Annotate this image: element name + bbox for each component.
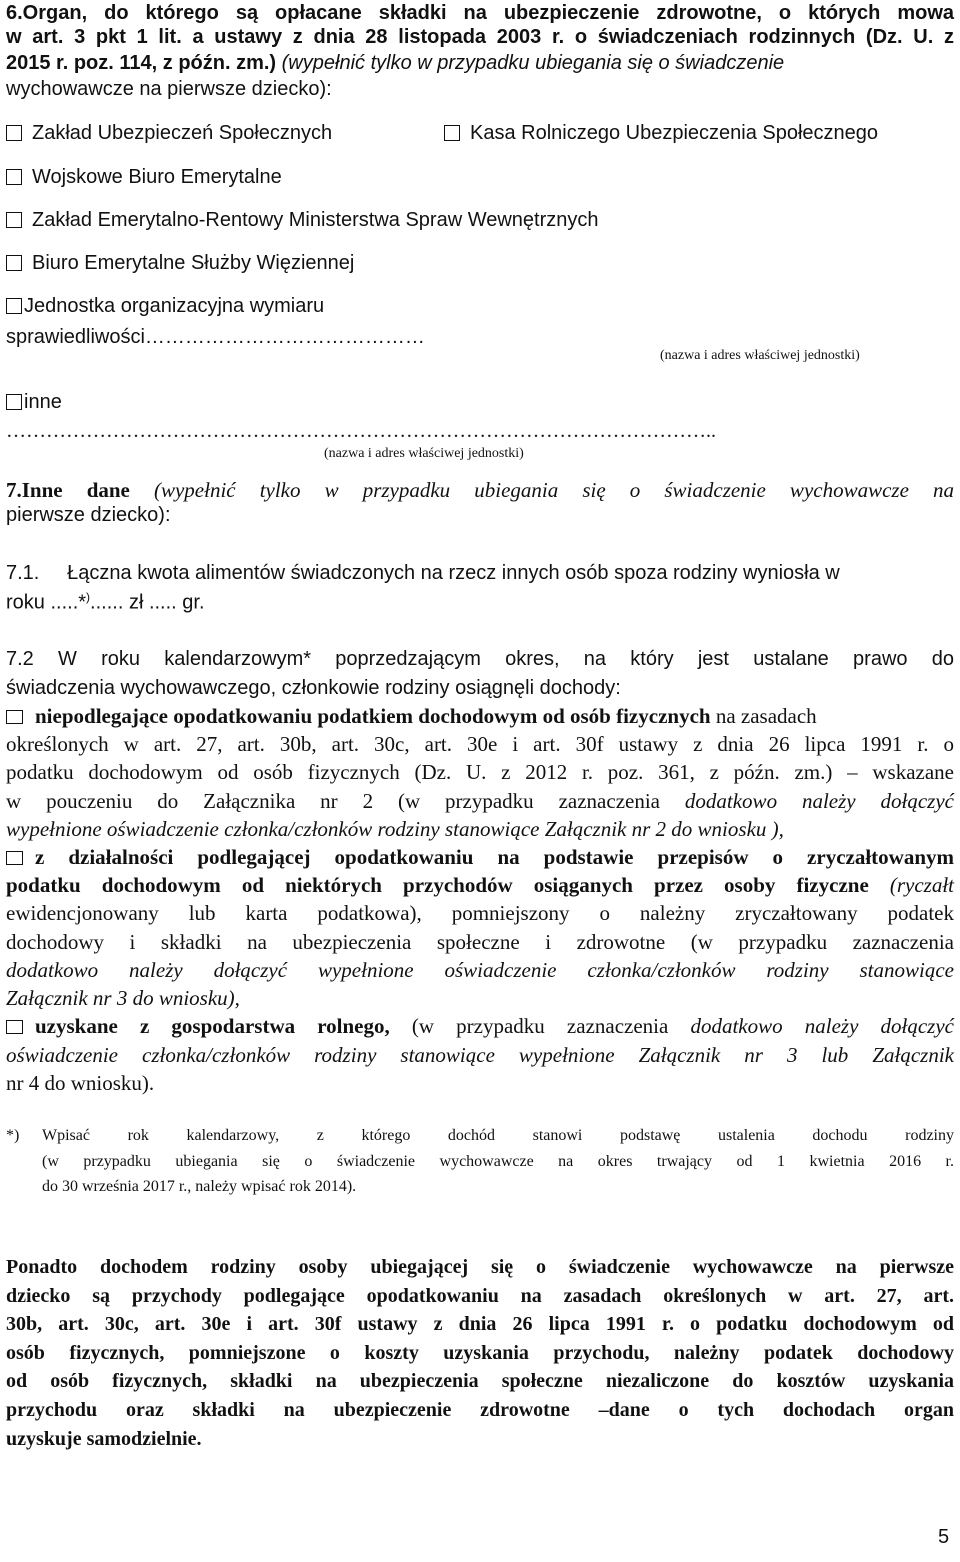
income-option-lump-sum-line-2: [6, 873, 954, 898]
income-option-untaxed-line-2: określonych w art. 27, art. 30b, art. 30c, art. 30e i art. 30f ustawy z dnia 26 lipca 1991 r. o: [6, 732, 954, 756]
closing-line-7: uzyskuje samodzielnie.: [6, 1428, 202, 1450]
option-zer-mswia[interactable]: [6, 209, 599, 232]
checkbox-icon[interactable]: [6, 710, 23, 724]
option-jednostka-label: Jednostka organizacyjna wymiaru: [24, 295, 325, 317]
closing-line-3: 30b, art. 30c, art. 30e i art. 30f ustawy z dnia 26 lipca 1991 r. o podatku dochodowym od: [6, 1313, 954, 1335]
option-jednostka-input-line[interactable]: sprawiedliwości……………………………………: [6, 326, 425, 348]
checkbox-icon[interactable]: [6, 125, 22, 141]
section7-heading-bold: 7.Inne dane: [6, 478, 130, 502]
section6-heading-line-4: wychowawcze na pierwsze dziecko):: [6, 78, 332, 100]
option-zer-mswia-label: Zakład Emerytalno-Rentowy Ministerstwa Spraw Wewnętrznych: [32, 209, 599, 231]
closing-line-2: dziecko są przychody podlegające opodatkowaniu na zasadach określonych w art. 27, art.: [6, 1285, 954, 1307]
income-option-lump-sum-line-5: dodatkowo należy dołączyć wypełnione oświadczenie członka/członków rodziny stanowiące: [6, 958, 954, 982]
section6-heading-line-2: w art. 3 pkt 1 lit. a ustawy z dnia 28 listopada 2003 r. o świadczeniach rodzinnych (Dz. U. z: [6, 26, 954, 48]
p72-line-1: 7.2 W roku kalendarzowym* poprzedzającym okres, na który jest ustalane prawo do: [6, 648, 954, 670]
checkbox-icon[interactable]: [6, 394, 22, 410]
checkbox-icon[interactable]: [6, 1020, 23, 1034]
option-besw-label: Biuro Emerytalne Służby Więziennej: [32, 252, 355, 274]
p71-line-2[interactable]: [6, 590, 205, 615]
option-krus[interactable]: [444, 122, 878, 145]
footnote-mark: *): [6, 1127, 20, 1144]
income-option-farm-text: (w przypadku zaznaczenia: [389, 1014, 691, 1038]
closing-line-4: osób fizycznych, pomniejszone o koszty uzyskania przychodu, należny podatek dochodowy: [6, 1342, 954, 1364]
income-option-lump-sum-italic: (ryczałt: [868, 873, 954, 897]
footnote-ref: ): [86, 590, 91, 604]
income-option-lump-sum-label-1: z działalności podlegającej opodatkowaniu na podstawie przepisów o zryczałtowanym: [35, 845, 954, 869]
income-option-lump-sum-line-3: ewidencjonowany lub karta podatkowa), pomniejszony o należny zryczałtowany podatek: [6, 901, 954, 925]
jednostka-caption: (nazwa i adres właściwej jednostki): [660, 348, 860, 363]
income-option-lump-sum-line-4: dochodowy i składki na ubezpieczenia społeczne i zdrowotne (w przypadku zaznaczenia: [6, 930, 954, 954]
section7-heading-instruction: (wypełnić tylko w przypadku ubiegania się o świadczenie wychowawcze na: [153, 478, 954, 502]
option-zus[interactable]: [6, 122, 332, 145]
income-option-farm-label: uzyskane z gospodarstwa rolnego,: [35, 1014, 390, 1038]
income-option-untaxed-italic-2: wypełnione oświadczenie członka/członków rodziny stanowiące Załącznik nr 2 do wniosku ),: [6, 817, 784, 841]
inne-caption: (nazwa i adres właściwej jednostki): [324, 446, 524, 461]
p71-amount-field[interactable]: ...... zł ..... gr.: [90, 591, 205, 614]
p71-year-prefix: roku ...: [6, 591, 68, 614]
income-option-farm-line-2: oświadczenie członka/członków rodziny stanowiące wypełnione Załącznik nr 3 lub Załącznik: [6, 1043, 954, 1067]
income-option-untaxed[interactable]: [6, 704, 817, 729]
option-krus-label: Kasa Rolniczego Ubezpieczenia Społecznego: [470, 122, 879, 144]
income-option-lump-sum[interactable]: [6, 845, 954, 870]
section6-heading-instruction: (wypełnić tylko w przypadku ubiegania się o świadczenie: [276, 52, 785, 74]
section6-heading-line-1: 6.Organ, do którego są opłacane składki na ubezpieczenie zdrowotne, o których mowa: [6, 2, 954, 24]
income-option-lump-sum-line-6: Załącznik nr 3 do wniosku),: [6, 986, 240, 1010]
closing-line-5: od osób fizycznych, składki na ubezpieczenia społeczne niezaliczone do kosztów uzyskania: [6, 1370, 954, 1392]
option-wbe-label: Wojskowe Biuro Emerytalne: [32, 166, 282, 188]
income-option-farm-italic-1: dodatkowo należy dołączyć: [690, 1014, 954, 1038]
p72-line-2: świadczenia wychowawczego, członkowie rodziny osiągnęli dochody:: [6, 677, 621, 699]
p71-line-1: 7.1. Łączna kwota alimentów świadczonych na rzecz innych osób spoza rodziny wyniosła w: [6, 562, 840, 584]
checkbox-icon[interactable]: [6, 212, 22, 228]
inne-input-line[interactable]: ……………………………………………………………………………………………..: [6, 420, 716, 442]
checkbox-icon[interactable]: [6, 169, 22, 185]
section7-heading-line-2: pierwsze dziecko):: [6, 504, 171, 526]
page-number: 5: [938, 1526, 950, 1548]
closing-line-1: Ponadto dochodem rodziny osoby ubiegającej się o świadczenie wychowawcze na pierwsze: [6, 1256, 954, 1278]
option-wbe[interactable]: [6, 166, 282, 189]
section6-heading-line-3: [6, 50, 784, 76]
income-option-lump-sum-label-2: podatku dochodowym od niektórych przychodów osiąganych przez osoby fizyczne: [6, 873, 869, 897]
option-inne[interactable]: [6, 391, 62, 414]
income-option-untaxed-line-4: [6, 789, 954, 814]
income-option-untaxed-text: na zasadach: [710, 704, 817, 728]
income-option-untaxed-line-3: podatku dochodowym od osób fizycznych (Dz. U. z 2012 r. poz. 361, z późn. zm.) – wskazane: [6, 760, 954, 784]
section6-heading-line-3-bold: 2015 r. poz. 114, z późn. zm.): [6, 52, 277, 74]
footnote-line-3: do 30 września 2017 r., należy wpisać rok 2014).: [42, 1178, 357, 1195]
checkbox-icon[interactable]: [444, 125, 460, 141]
checkbox-icon[interactable]: [6, 298, 22, 314]
income-option-untaxed-label: niepodlegające opodatkowaniu podatkiem dochodowym od osób fizycznych: [35, 704, 711, 728]
closing-line-6: przychodu oraz składki na ubezpieczenie zdrowotne –dane o tych dochodach organ: [6, 1399, 954, 1421]
option-inne-label: inne: [24, 391, 62, 413]
income-option-untaxed-line-4-text: w pouczeniu do Załącznika nr 2 (w przypadku zaznaczenia: [6, 789, 685, 813]
option-besw[interactable]: [6, 252, 354, 275]
option-jednostka[interactable]: [6, 295, 324, 318]
income-option-untaxed-italic-1: dodatkowo należy dołączyć: [684, 789, 954, 813]
checkbox-icon[interactable]: [6, 851, 23, 865]
footnote-line-2: (w przypadku ubiegania się o świadczenie wychowawcze na okres trwający od 1 kwietnia 2016 r.: [42, 1153, 954, 1170]
option-zus-label: Zakład Ubezpieczeń Społecznych: [32, 122, 333, 144]
footnote-line-1: Wpisać rok kalendarzowy, z którego dochód stanowi podstawę ustalenia dochodu rodziny: [42, 1127, 954, 1144]
p71-year-field[interactable]: ..*: [67, 591, 87, 614]
checkbox-icon[interactable]: [6, 255, 22, 271]
income-option-farm[interactable]: [6, 1014, 954, 1039]
section7-heading-line-1: [6, 476, 954, 504]
income-option-farm-line-3: nr 4 do wniosku).: [6, 1071, 155, 1095]
